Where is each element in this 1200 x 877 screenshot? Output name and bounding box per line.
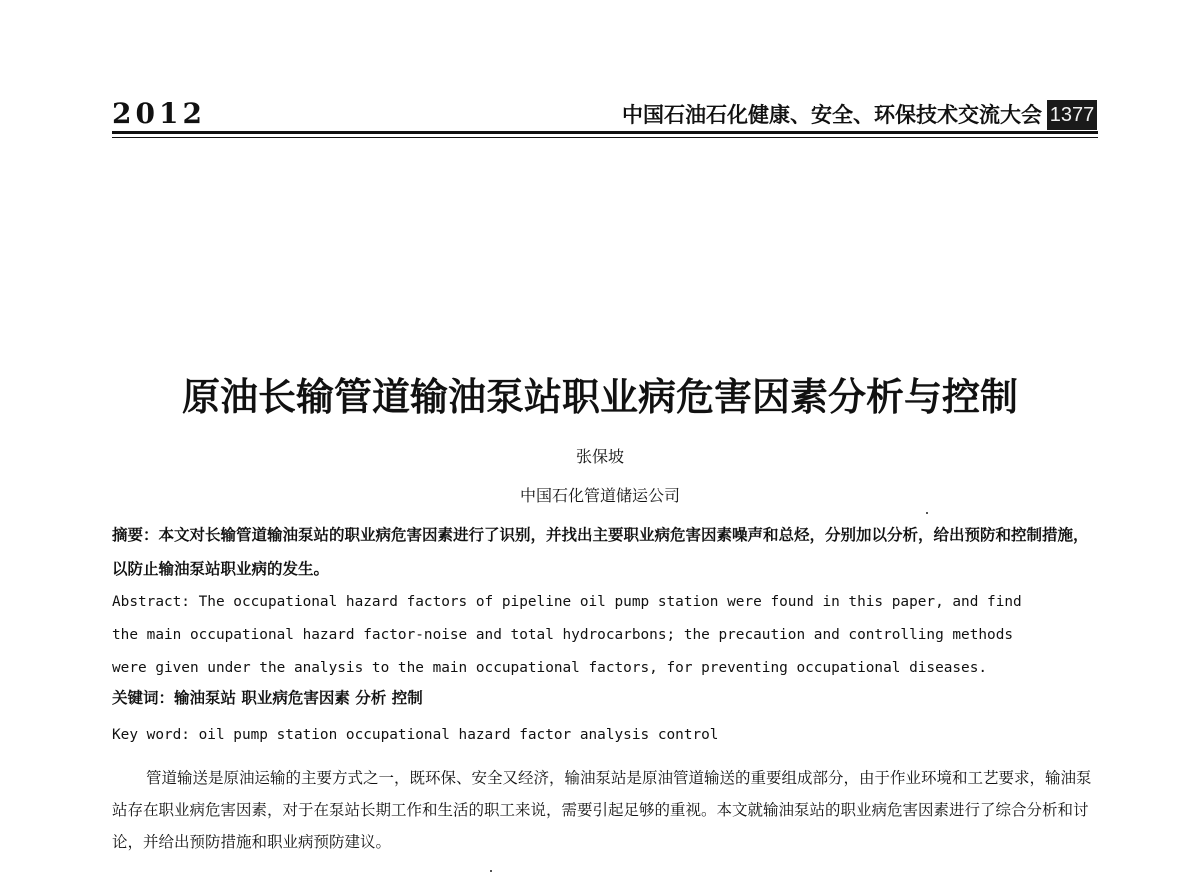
author-affiliation: 中国石化管道储运公司 xyxy=(519,486,680,505)
abstract-chinese: 摘要：本文对长输管道输油泵站的职业病危害因素进行了识别，并找出主要职业病危害因素噪声和总烃，分别加以分析，给出预防和控制措施，以防止输油泵站职业病的发生。 xyxy=(112,526,1089,578)
header-rule-thin xyxy=(112,137,1098,138)
paper-title: 原油长输管道输油泵站职业病危害因素分析与控制 xyxy=(181,375,1018,419)
scan-speck xyxy=(926,512,928,514)
keywords-english: Key word: oil pump station occupational hazard factor analysis control xyxy=(112,727,719,743)
page-number: 1377 xyxy=(1047,100,1097,130)
abstract-english: Abstract: The occupational hazard factors of pipeline oil pump station were found in this paper, and find the main occupational hazard factor-noise and total hydrocarbons; the precaution and controlling methods were given under the analysis to the main occupational factors, for preventing occupational diseases. xyxy=(112,594,1022,676)
header-year: 2012 xyxy=(112,97,206,130)
header-rule-thick xyxy=(112,131,1098,134)
body-paragraph: 管道输送是原油运输的主要方式之一，既环保、安全又经济，输油泵站是原油管道输送的重要组成部分，由于作业环境和工艺要求，输油泵站存在职业病危害因素，对于在泵站长期工作和生活的职工来说，需要引起足够的重视。本文就输油泵站的职业病危害因素进行了综合分析和讨论，并给出预防措施和职业病预防建议。 xyxy=(112,769,1092,851)
header-conference-name: 中国石油石化健康、安全、环保技术交流大会 xyxy=(622,103,1042,127)
keywords-chinese: 关键词：输油泵站 职业病危害因素 分析 控制 xyxy=(112,689,423,707)
scan-speck xyxy=(490,870,492,872)
author-name: 张保坡 xyxy=(575,447,624,466)
